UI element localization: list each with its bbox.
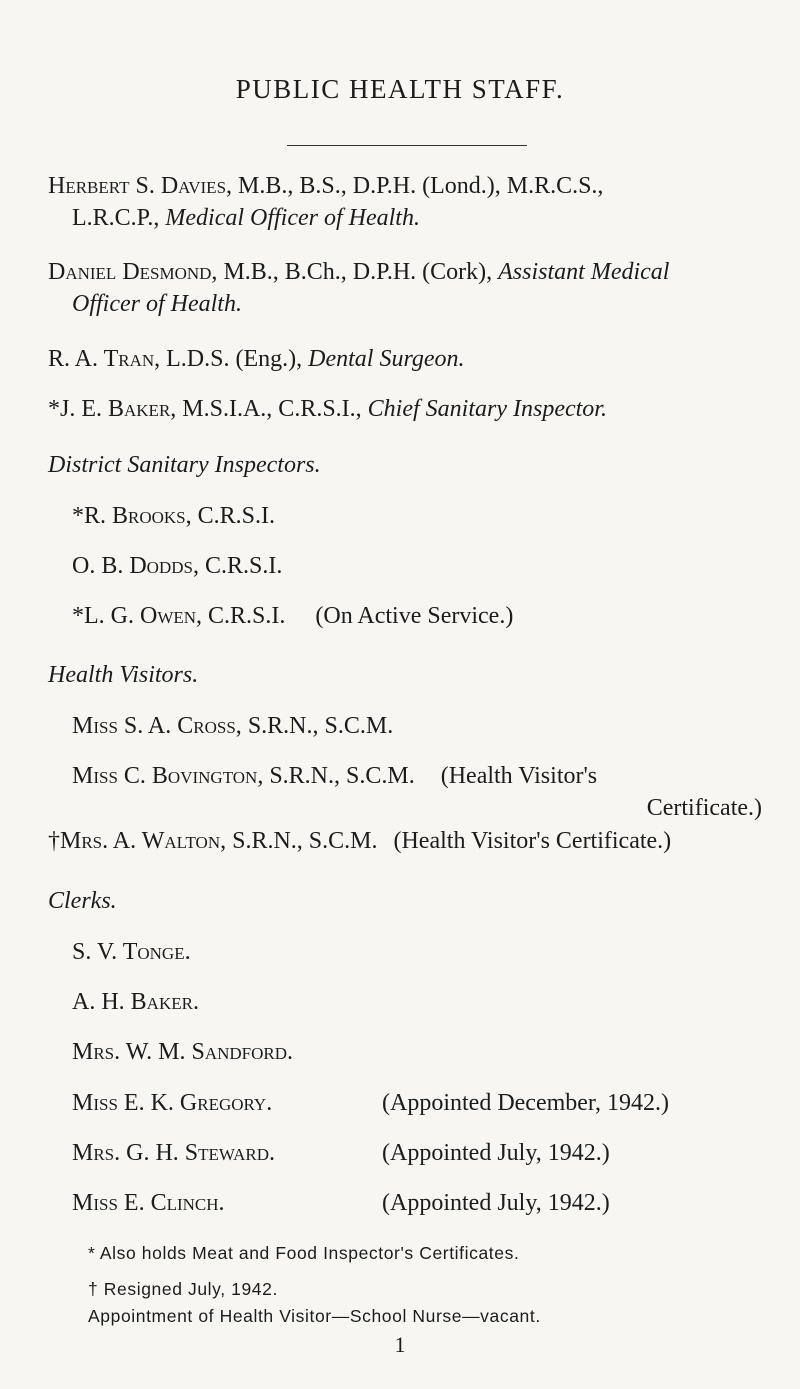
list-item <box>48 828 671 855</box>
clerk-name: Miss E. K. Gregory. <box>72 1090 273 1116</box>
footnote: * Also holds Meat and Food Inspector's Certificates. <box>88 1243 520 1263</box>
staff-name: *L. G. Owen, <box>72 603 203 629</box>
list-item <box>72 713 393 740</box>
officer-role: Chief Sanitary Inspector. <box>367 396 607 422</box>
staff-quals: S.R.N., S.C.M. <box>241 713 394 739</box>
staff-quals: C.R.S.I. <box>198 553 283 579</box>
officer-entry <box>48 393 768 425</box>
footnote: Appointment of Health Visitor—School Nurse—vacant. <box>88 1306 541 1326</box>
staff-note-continued: Certificate.) <box>646 795 762 821</box>
list-item <box>72 603 513 630</box>
staff-quals: C.R.S.I. <box>191 503 275 529</box>
officer-role: Assistant Medical <box>498 259 670 285</box>
clerk-note: (Appointed July, 1942.) <box>382 1140 610 1166</box>
officer-entry <box>48 256 768 320</box>
officer-role: Dental Surgeon. <box>308 346 465 372</box>
section-heading: Clerks. <box>48 888 117 914</box>
staff-name: Miss C. Bovington, <box>72 763 264 789</box>
staff-note: (Health Visitor's <box>440 763 598 789</box>
list-item <box>72 989 199 1016</box>
officer-role: Medical Officer of Health. <box>165 205 420 232</box>
officer-name: Daniel Desmond, <box>48 259 218 285</box>
officer-quals: M.B., B.S., D.P.H. (Lond.), M.R.C.S., <box>232 173 604 199</box>
officer-role: Officer of Health. <box>72 291 242 318</box>
officer-quals: M.B., B.Ch., D.P.H. (Cork), <box>217 259 493 285</box>
list-item <box>72 553 282 580</box>
staff-quals: S.R.N., S.C.M. <box>263 763 415 789</box>
clerk-name: Mrs. W. M. Sandford. <box>72 1039 294 1065</box>
list-item <box>72 939 191 966</box>
officer-quals: L.R.C.P., <box>72 205 160 232</box>
staff-name: O. B. Dodds, <box>72 553 199 579</box>
clerk-name: A. H. Baker. <box>72 989 199 1015</box>
list-item <box>72 503 275 530</box>
staff-note: (On Active Service.) <box>315 603 514 629</box>
list-item <box>72 1039 293 1066</box>
staff-name: †Mrs. A. Walton, <box>48 828 227 854</box>
officer-name: R. A. Tran, <box>48 346 161 372</box>
page-number: 1 <box>394 1332 406 1357</box>
staff-name: Miss S. A. Cross, <box>72 713 242 739</box>
title-rule <box>287 145 527 146</box>
officer-entry <box>48 170 768 234</box>
list-item <box>72 1090 762 1117</box>
clerk-name: Mrs. G. H. Steward. <box>72 1140 275 1166</box>
section-heading: District Sanitary Inspectors. <box>48 452 321 478</box>
section-heading: Health Visitors. <box>48 662 199 688</box>
page-title: PUBLIC HEALTH STAFF. <box>235 74 565 104</box>
clerk-note: (Appointed July, 1942.) <box>382 1190 610 1216</box>
staff-quals: C.R.S.I. <box>202 603 286 629</box>
clerk-name: S. V. Tonge. <box>72 939 191 965</box>
list-item <box>72 763 597 790</box>
list-item <box>72 1190 762 1217</box>
officer-quals: M.S.I.A., C.R.S.I., <box>176 396 362 422</box>
officer-quals: L.D.S. (Eng.), <box>160 346 303 372</box>
staff-name: *R. Brooks, <box>72 503 192 529</box>
staff-note: (Health Visitor's Certificate.) <box>393 828 672 854</box>
clerk-name: Miss E. Clinch. <box>72 1190 225 1216</box>
list-item <box>72 1140 762 1167</box>
officer-entry <box>48 343 768 375</box>
clerk-note: (Appointed December, 1942.) <box>382 1090 669 1116</box>
staff-quals: S.R.N., S.C.M. <box>226 828 378 854</box>
officer-name: Herbert S. Davies, <box>48 173 233 199</box>
footnote: † Resigned July, 1942. <box>88 1279 278 1299</box>
officer-name: *J. E. Baker, <box>48 396 177 422</box>
